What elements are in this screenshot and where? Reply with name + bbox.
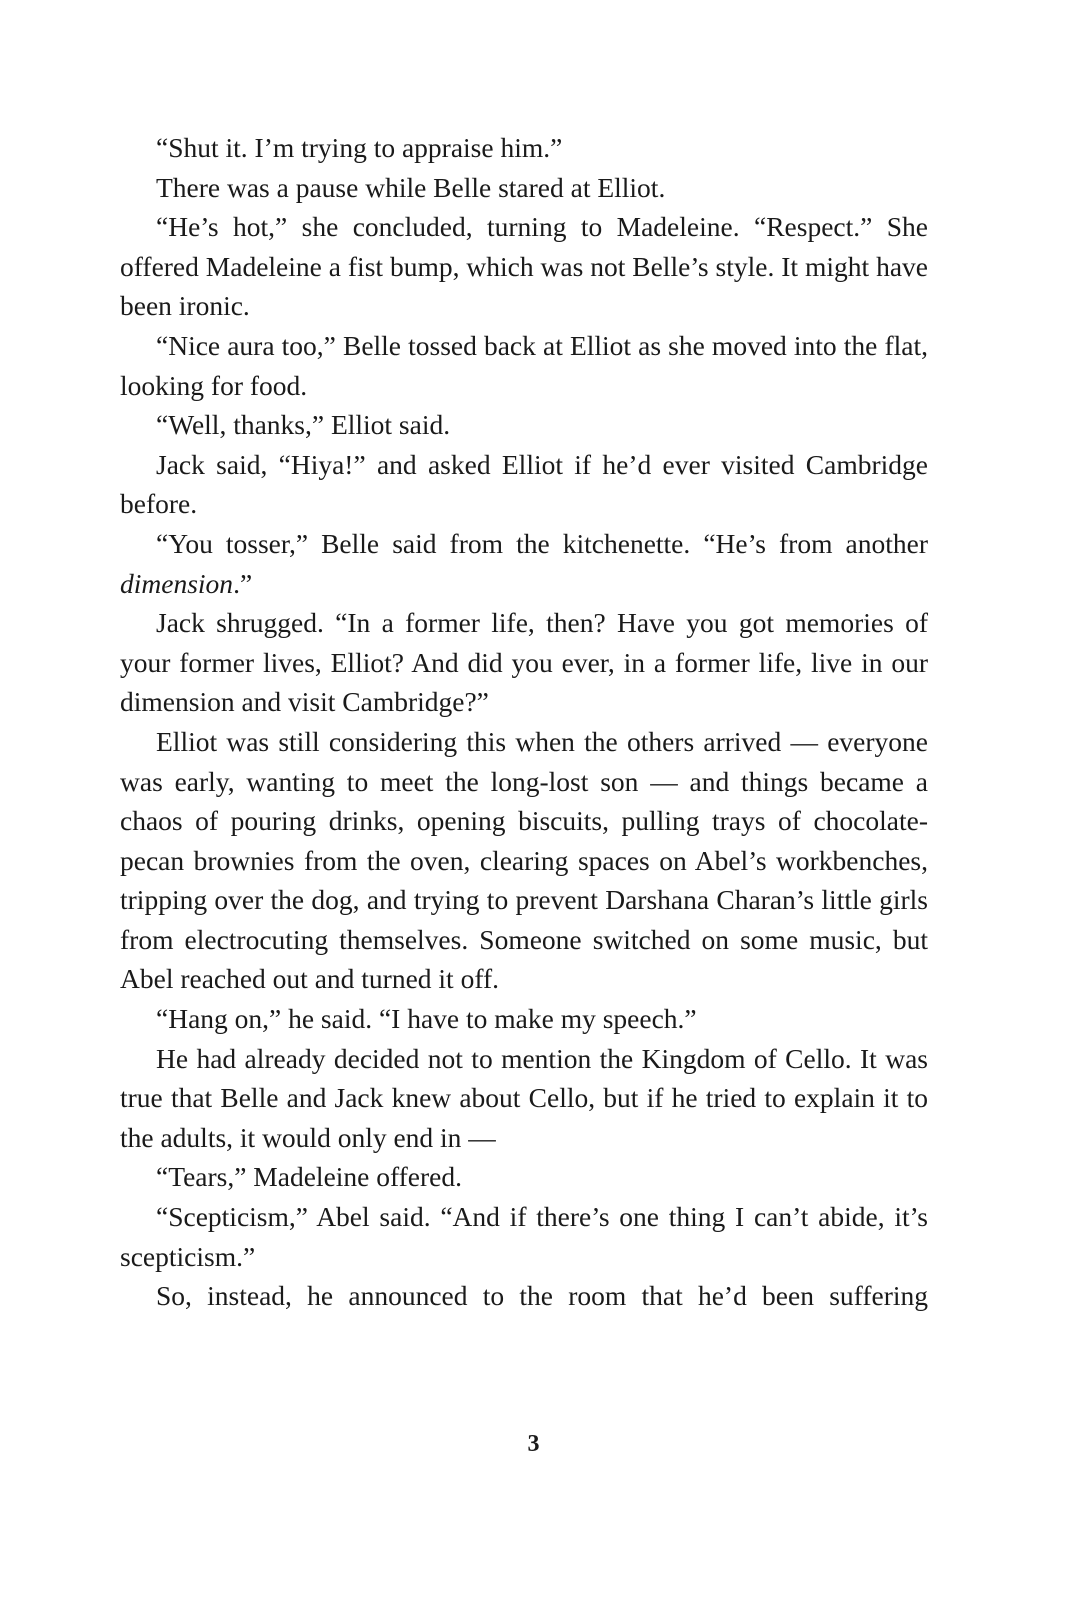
page-number: 3	[527, 1431, 540, 1457]
paragraph: “Tears,” Madeleine offered.	[156, 1161, 463, 1193]
paragraph: “He’s hot,” she concluded, turning to Madeleine. “Respect.” She offered Madeleine a fist bump, which was not Belle’s style. It might have been ironic.	[120, 211, 928, 322]
paragraph-continued: So, instead, he announced to the room that he’d been suffering	[156, 1280, 928, 1312]
paragraph-text: “You tosser,” Belle said from the kitchenette. “He’s from another	[156, 527, 928, 559]
paragraph: Jack shrugged. “In a former life, then? Have you got memories of your former lives, Elliot? And did you ever, in a former life, live in our dimension and visit Cambridge?”	[120, 607, 928, 718]
paragraph: “Hang on,” he said. “I have to make my speech.”	[156, 1003, 697, 1035]
paragraph: “Well, thanks,” Elliot said.	[156, 409, 451, 441]
paragraph: “Nice aura too,” Belle tossed back at Elliot as she moved into the flat, looking for food.	[120, 329, 928, 401]
paragraph: “Scepticism,” Abel said. “And if there’s one thing I can’t abide, it’s scepticism.”	[120, 1201, 928, 1272]
paragraph-text-end: .”	[233, 567, 253, 599]
paragraph: “Shut it. I’m trying to appraise him.”	[156, 132, 563, 163]
paragraph: Jack said, “Hiya!” and asked Elliot if he’d ever visited Cambridge before.	[120, 448, 928, 520]
body-text	[120, 128, 928, 1316]
paragraph	[120, 524, 928, 603]
paragraph: There was a pause while Belle stared at Elliot.	[156, 171, 666, 203]
paragraph: Elliot was still considering this when the others arrived — everyone was early, wanting to meet the long-lost son — and things became a chaos of pouring drinks, opening biscuits, pulling trays of chocolate-pecan brownies from the oven, clearing spaces on Abel’s workbenches, tripping over the dog, and trying to prevent Darshana Charan’s little girls from electrocuting themselves. Someone switched on some music, but Abel reached out and turned it off.	[120, 725, 928, 995]
italic-word: dimension	[120, 567, 234, 599]
paragraph: He had already decided not to mention the Kingdom of Cello. It was true that Belle and Jack knew about Cello, but if he tried to explain it to the adults, it would only end in —	[120, 1042, 928, 1153]
